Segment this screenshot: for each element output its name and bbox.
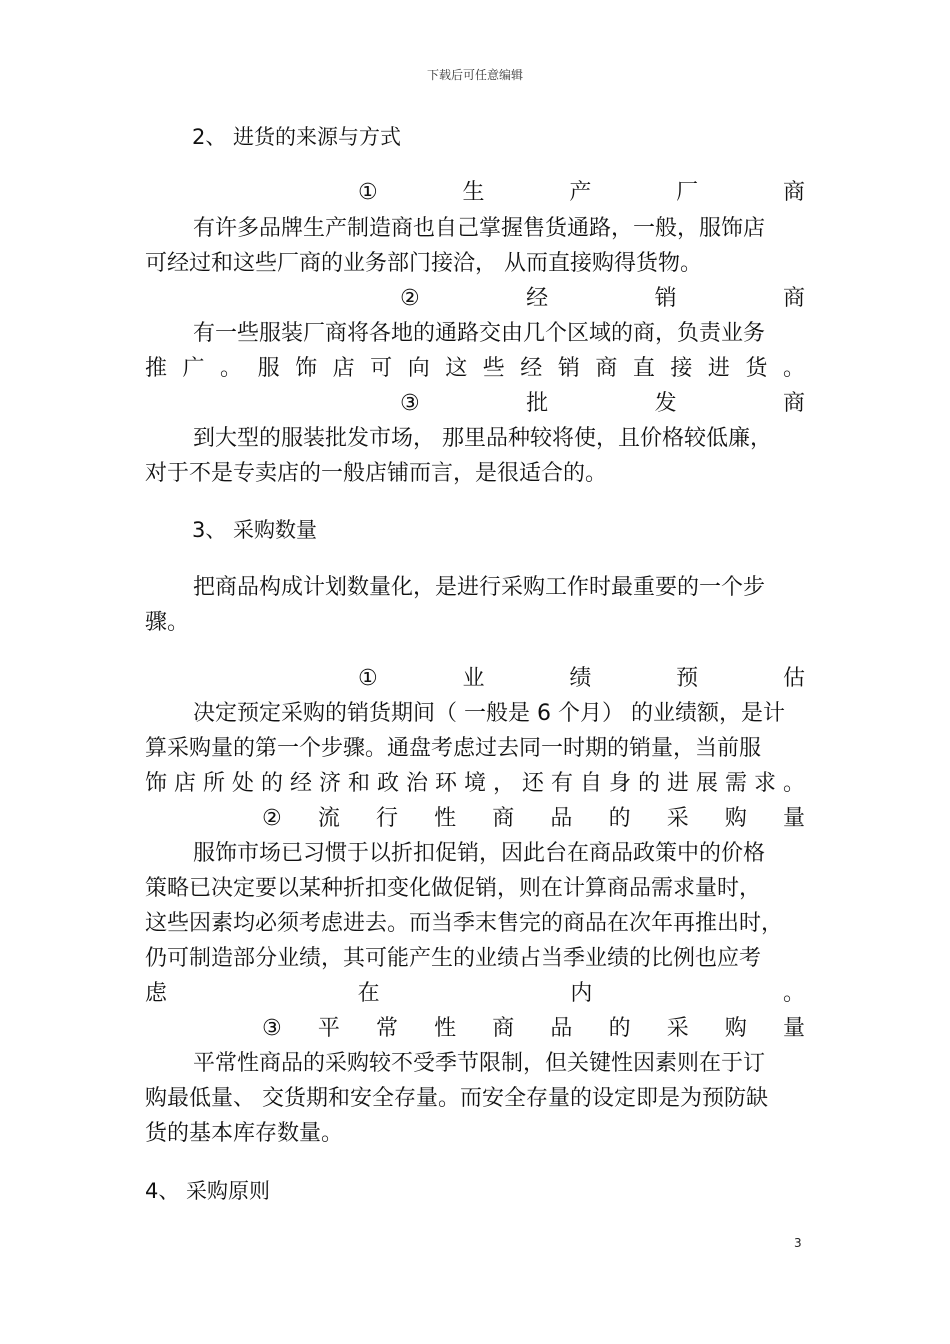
subheading-char: 业 xyxy=(462,666,485,691)
paragraph-line: 决定预定采购的销货期间（ 一般是 6 个月） 的业绩额，是计 xyxy=(193,701,785,726)
paragraph-line: 到大型的服装批发市场， 那里品种较将使，且价格较低廉， xyxy=(193,426,772,451)
paragraph-char: 虑 xyxy=(145,981,168,1006)
paragraph-line: 骤。 xyxy=(145,610,190,635)
subheading-char: 的 xyxy=(608,806,631,831)
subheading-char: 绩 xyxy=(569,666,592,691)
subheading-char: 品 xyxy=(550,1016,573,1041)
subheading-char: 商 xyxy=(782,286,805,311)
subheading-char: 的 xyxy=(608,1016,631,1041)
paragraph-line: 货的基本库存数量。 xyxy=(145,1121,344,1146)
subheading-char: 估 xyxy=(782,666,805,691)
subheading-char: 平 xyxy=(317,1016,340,1041)
paragraph-line: 推广。服饰店可向这些经销商直接进货。 xyxy=(145,356,805,381)
subheading-sales-forecast xyxy=(358,666,805,692)
subheading-char: 预 xyxy=(676,666,699,691)
subheading-char: ② xyxy=(400,286,420,311)
subheading-char: 经 xyxy=(526,286,549,311)
paragraph-line: 平常性商品的采购较不受季节限制，但关键性因素则在于订 xyxy=(193,1051,766,1076)
subheading-char: 商 xyxy=(492,806,515,831)
paragraph-line: 把商品构成计划数量化，是进行采购工作时最重要的一个步 xyxy=(193,575,766,600)
subheading-char: 销 xyxy=(654,286,677,311)
subheading-fashion-purchase xyxy=(262,806,805,832)
subheading-char: ③ xyxy=(400,391,420,416)
subheading-char: 商 xyxy=(492,1016,515,1041)
subheading-char: ① xyxy=(358,180,378,205)
paragraph-line: 有一些服装厂商将各地的通路交由几个区域的商，负责业务 xyxy=(193,321,766,346)
paragraph-line: 策略已决定要以某种折扣变化做促销，则在计算商品需求量时， xyxy=(145,876,762,901)
subheading-distributor xyxy=(400,286,805,312)
subheading-char: 采 xyxy=(666,1016,689,1041)
paragraph-line: 购最低量、 交货期和安全存量。而安全存量的设定即是为预防缺 xyxy=(145,1086,768,1111)
paragraph-line: 这些因素均必须考虑进去。而当季末售完的商品在次年再推出时， xyxy=(145,911,784,936)
section-2-title: 2、 进货的来源与方式 xyxy=(192,125,402,149)
page-header: 下载后可任意编辑 xyxy=(426,68,523,82)
paragraph-line xyxy=(145,981,805,1007)
subheading-char: 性 xyxy=(434,806,457,831)
subheading-char: 流 xyxy=(317,806,340,831)
subheading-char: ③ xyxy=(262,1016,282,1041)
paragraph-char: 。 xyxy=(782,981,805,1006)
paragraph-line: 算采购量的第一个步骤。通盘考虑过去同一时期的销量，当前服 xyxy=(145,736,762,761)
subheading-char: ② xyxy=(262,806,282,831)
subheading-char: 产 xyxy=(569,180,592,205)
paragraph-char: 在 xyxy=(357,981,380,1006)
section-3-title: 3、 采购数量 xyxy=(192,518,318,542)
paragraph-char: 内 xyxy=(570,981,593,1006)
subheading-char: 商 xyxy=(782,391,805,416)
subheading-char: 性 xyxy=(434,1016,457,1041)
paragraph-line: 饰店所处的经济和政治环境，还有自身的进展需求。 xyxy=(145,771,805,796)
subheading-char: 常 xyxy=(376,1016,399,1041)
subheading-char: 发 xyxy=(654,391,677,416)
subheading-char: 采 xyxy=(666,806,689,831)
subheading-char: ① xyxy=(358,666,378,691)
subheading-regular-purchase xyxy=(262,1016,805,1042)
subheading-char: 生 xyxy=(462,180,485,205)
subheading-manufacturer xyxy=(358,180,805,206)
page-number: 3 xyxy=(794,1236,802,1250)
subheading-char: 批 xyxy=(526,391,549,416)
subheading-wholesaler xyxy=(400,391,805,417)
paragraph-line: 有许多品牌生产制造商也自己掌握售货通路，一般，服饰店 xyxy=(193,216,766,241)
subheading-char: 厂 xyxy=(676,180,699,205)
subheading-char: 购 xyxy=(724,806,747,831)
subheading-char: 商 xyxy=(782,180,805,205)
subheading-char: 品 xyxy=(550,806,573,831)
section-4-title: 4、 采购原则 xyxy=(145,1179,271,1203)
subheading-char: 量 xyxy=(782,806,805,831)
subheading-char: 行 xyxy=(376,806,399,831)
subheading-char: 量 xyxy=(782,1016,805,1041)
subheading-char: 购 xyxy=(724,1016,747,1041)
paragraph-line: 服饰市场已习惯于以折扣促销，因此台在商品政策中的价格 xyxy=(193,841,766,866)
paragraph-line: 仍可制造部分业绩，其可能产生的业绩占当季业绩的比例也应考 xyxy=(145,946,762,971)
paragraph-line: 可经过和这些厂商的业务部门接洽， 从而直接购得货物。 xyxy=(145,251,702,276)
paragraph-line: 对于不是专卖店的一般店铺而言，是很适合的。 xyxy=(145,461,608,486)
